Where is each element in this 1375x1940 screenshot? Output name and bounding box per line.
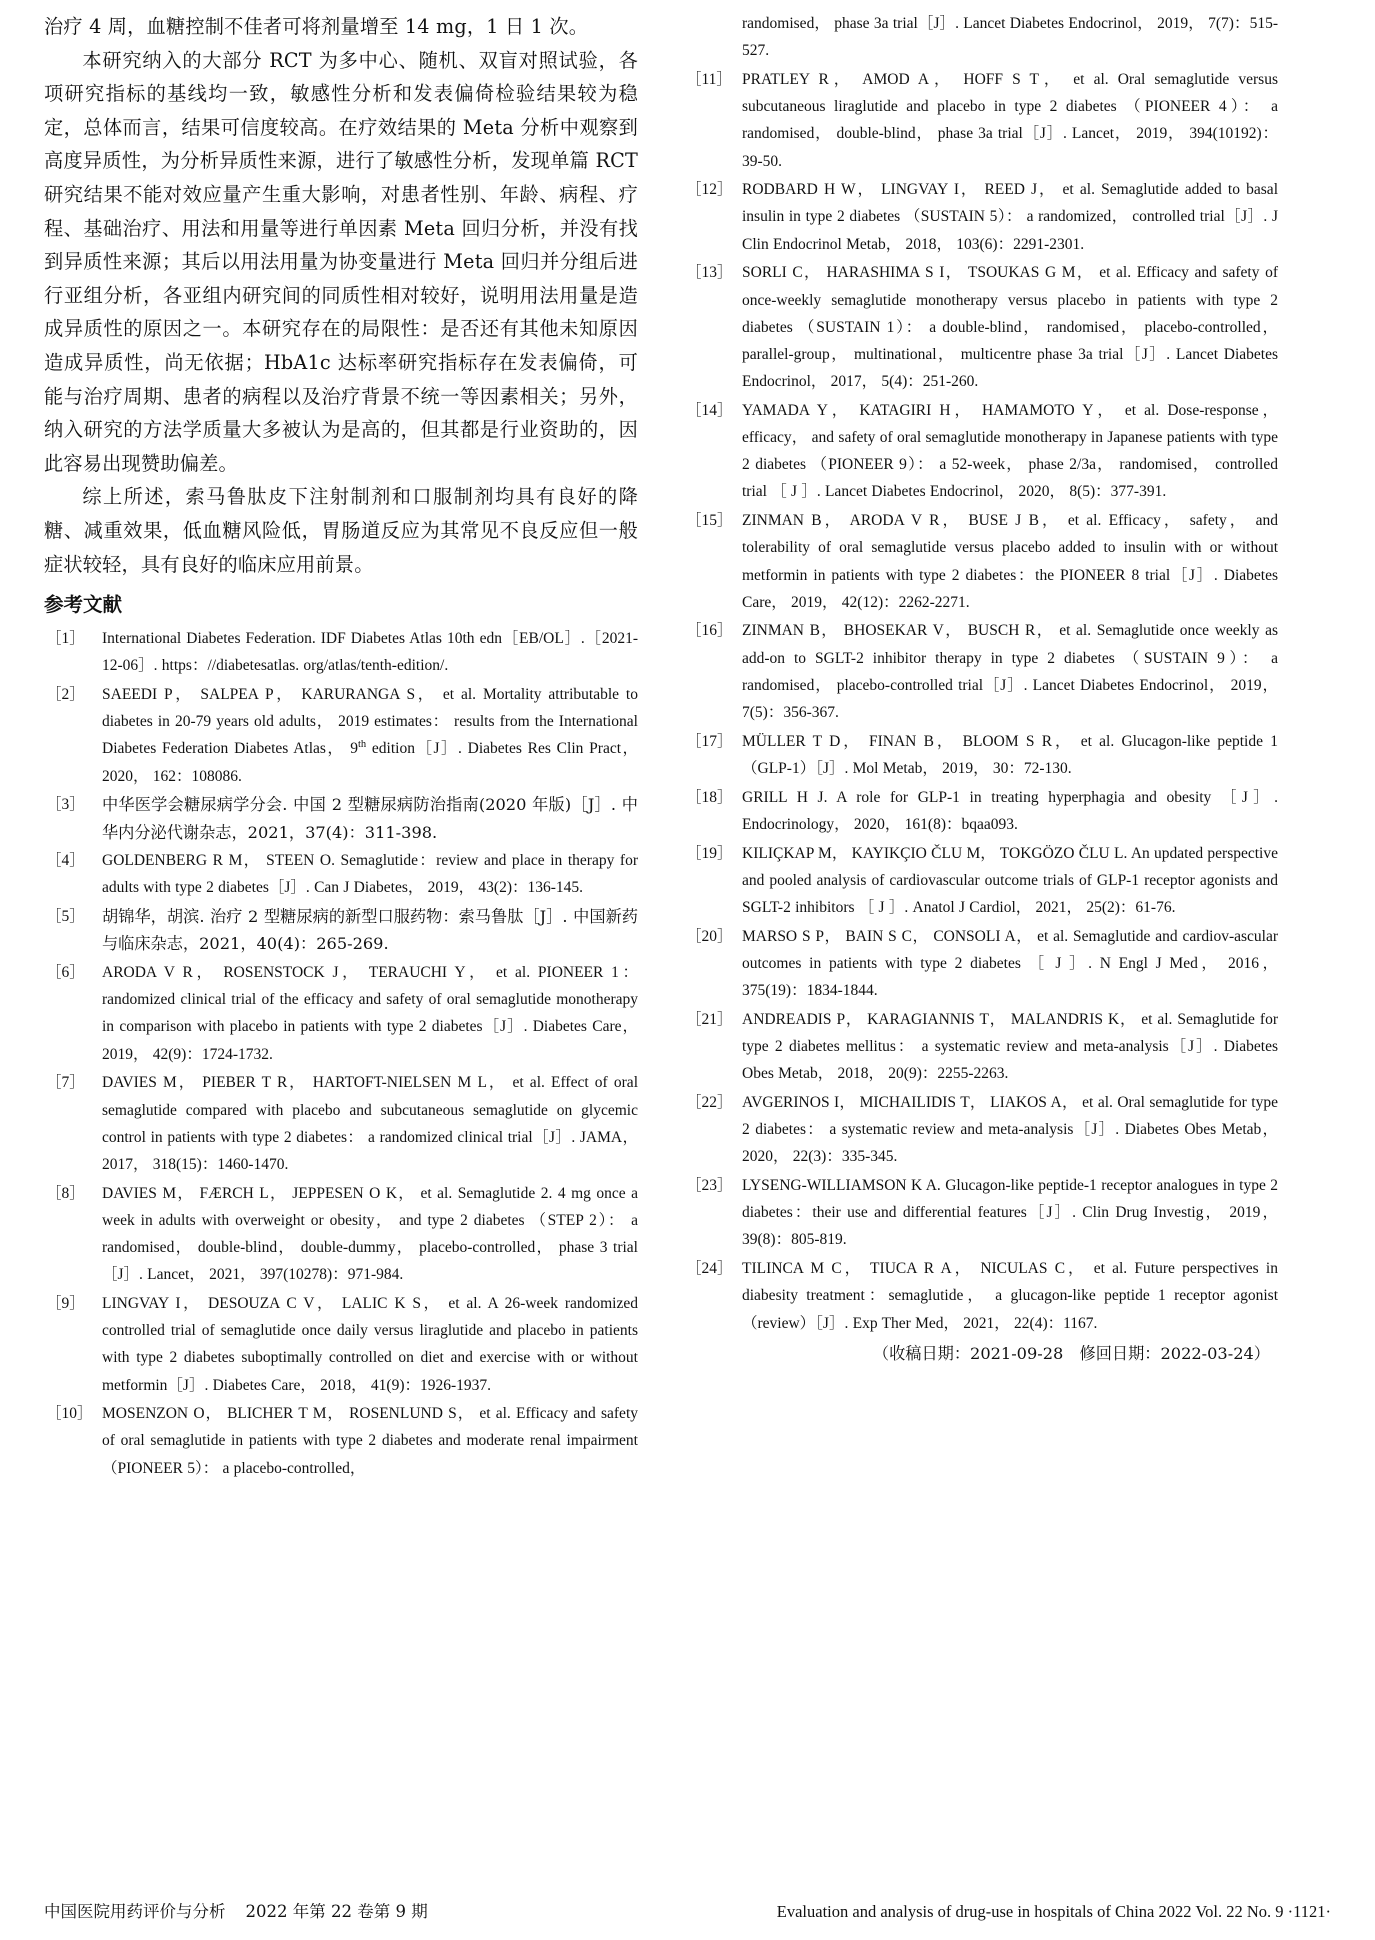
references-heading: 参考文献 [44, 593, 123, 617]
reference-item [684, 176, 1278, 258]
reference-number: ［22］ [686, 1093, 733, 1111]
reference-number: ［5］ [46, 908, 85, 926]
reference-text: randomised， phase 3a trial［J］. Lancet Diabetes Endocrinol， 2019， 7(7)：515-527. [742, 15, 1278, 60]
reference-number: ［17］ [686, 732, 733, 750]
reference-item [684, 617, 1278, 726]
reference-number: ［4］ [46, 852, 85, 870]
reference-number: ［15］ [686, 512, 733, 530]
reference-item [44, 625, 638, 679]
reference-item [684, 507, 1278, 616]
reference-item [684, 840, 1278, 922]
reference-text: PRATLEY R， AMOD A， HOFF S T， et al. Oral semaglutide versus subcutaneous liraglutide and placebo in type 2 diabetes （PIONEER 4）： a randomised， double-blind， phase 3a trial［J］. Lancet， 2019， 394(10192)：39-50. [742, 70, 1278, 170]
reference-item [44, 791, 638, 845]
reference-item [44, 847, 638, 901]
reference-number: ［12］ [686, 181, 733, 199]
reference-text: RODBARD H W， LINGVAY I， REED J， et al. Semaglutide added to basal insulin in type 2 diabetes （SUSTAIN 5）： a randomized， controlled trial［J］. J Clin Endocrinol Metab， 2018， 103(6)：2291-2301. [742, 181, 1278, 253]
footer-issue-cn: 2022 年第 22 卷第 9 期 [245, 1902, 428, 1921]
reference-list-left [44, 625, 638, 1482]
reference-text: MARSO S P， BAIN S C， CONSOLI A， et al. Semaglutide and cardiov-ascular outcomes in patients with type 2 diabetes ［ J ］. N Engl J Med， 2016， 375(19)：1834-1844. [742, 927, 1278, 1000]
right-column [684, 10, 1278, 1840]
reference-number: ［13］ [686, 264, 733, 282]
reference-text: GOLDENBERG R M， STEEN O. Semaglutide：review and place in therapy for adults with type 2 diabetes［J］. Can J Diabetes， 2019， 43(2)：136-145. [102, 852, 638, 897]
reference-item [684, 66, 1278, 175]
reference-item [684, 784, 1278, 838]
reference-number: ［19］ [686, 844, 733, 862]
reference-item [44, 1180, 638, 1289]
footer-journal-name-cn: 中国医院用药评价与分析 [44, 1902, 226, 1921]
footer-journal-cn [44, 1898, 428, 1922]
reference-text: MÜLLER T D， FINAN B， BLOOM S R， et al. Glucagon-like peptide 1 （GLP-1）［J］. Mol Metab， 2019， 30：72-130. [742, 732, 1278, 777]
reference-number: ［21］ [686, 1010, 733, 1028]
reference-text: YAMADA Y， KATAGIRI H， HAMAMOTO Y， et al. Dose-response， efficacy， and safety of oral semaglutide monotherapy in Japanese patients with type 2 diabetes （PIONEER 9）： a 52-week， phase 2/3a， randomised， controlled trial ［ J ］. Lancet Diabetes Endocrinol， 2020， 8(5)：377-391. [742, 401, 1278, 501]
reference-number: ［3］ [46, 796, 85, 814]
reference-text: ARODA V R， ROSENSTOCK J， TERAUCHI Y， et al. PIONEER 1：randomized clinical trial of the efficacy and safety of oral semaglutide monotherapy in comparison with placebo in patients with type 2 diabetes［J］. Diabetes Care， 2019， 42(9)：1724-1732. [102, 964, 638, 1063]
page-footer [44, 1898, 1331, 1922]
reference-number: ［6］ [46, 964, 85, 982]
reference-item [44, 1069, 638, 1178]
reference-number: ［9］ [46, 1294, 85, 1312]
reference-text: SAEEDI P， SALPEA P， KARURANGA S， et al. Mortality attributable to diabetes in 20-79 years old adults， 2019 estimates： results from the International Diabetes Federation Diabetes Atlas， 9th edition［J］. Diabetes Res Clin Pract， 2020， 162：108086. [102, 686, 639, 785]
reference-text: TILINCA M C， TIUCA R A， NICULAS C， et al. Future perspectives in diabesity treatment：semaglutide， a glucagon-like peptide 1 receptor agonist （review）［J］. Exp Ther Med， 2021， 22(4)：1167. [742, 1260, 1278, 1332]
reference-number: ［7］ [46, 1074, 85, 1092]
reference-number: ［1］ [46, 630, 85, 648]
reference-text: International Diabetes Federation. IDF Diabetes Atlas 10th edn［EB/OL］.［2021-12-06］. https：//diabetesatlas. org/atlas/tenth-edition/. [102, 630, 638, 675]
reference-number: ［20］ [686, 927, 733, 945]
reference-item [684, 1172, 1278, 1254]
reference-text: 中华医学会糖尿病学分会. 中国 2 型糖尿病防治指南(2020 年版)［J］. 中华内分泌代谢杂志，2021，37(4)：311-398. [102, 795, 638, 842]
reference-item [684, 397, 1278, 506]
reference-text: DAVIES M， FÆRCH L， JEPPESEN O K， et al. Semaglutide 2. 4 mg once a week in adults with overweight or obesity， and type 2 diabetes （STEP 2）： a randomised， double-blind， double-dummy， placebo-controlled， phase 3 trial［J］. Lancet， 2021， 397(10278)：971-984. [102, 1184, 638, 1284]
reference-text: GRILL H J. A role for GLP-1 in treating hyperphagia and obesity ［J］. Endocrinology， 2020， 161(8)：bqaa093. [742, 788, 1278, 833]
reference-item [684, 259, 1278, 395]
reference-text: ANDREADIS P， KARAGIANNIS T， MALANDRIS K， et al. Semaglutide for type 2 diabetes mellitus： a systematic review and meta-analysis［J］. Diabetes Obes Metab， 2018， 20(9)：2255-2263. [742, 1010, 1278, 1083]
reference-text: DAVIES M， PIEBER T R， HARTOFT-NIELSEN M L， et al. Effect of oral semaglutide compared with placebo and subcutaneous semaglutide on glycemic control in patients with type 2 diabetes： a randomized clinical trial［J］. JAMA， 2017， 318(15)：1460-1470. [102, 1074, 638, 1173]
reference-text: ZINMAN B， BHOSEKAR V， BUSCH R， et al. Semaglutide once weekly as add-on to SGLT-2 inhibitor therapy in type 2 diabetes （SUSTAIN 9）： a randomised， placebo-controlled trial［J］. Lancet Diabetes Endocrinol， 2019， 7(5)：356-367. [742, 622, 1278, 722]
left-column [44, 10, 638, 1840]
reference-list-right [684, 10, 1278, 1337]
reference-item [44, 681, 638, 790]
reference-number: ［8］ [46, 1184, 85, 1202]
reference-item [684, 1006, 1278, 1088]
footer-journal-en: Evaluation and analysis of drug-use in hospitals of China 2022 Vol. 22 No. 9 ·1121· [776, 1902, 1331, 1921]
reference-number: ［2］ [46, 686, 85, 703]
reference-text: MOSENZON O， BLICHER T M， ROSENLUND S， et al. Efficacy and safety of oral semaglutide in patients with type 2 diabetes and moderate renal impairment （PIONEER 5）： a placebo-controlled， [102, 1405, 638, 1477]
two-column-layout [44, 10, 1331, 1840]
reference-number: ［10］ [46, 1405, 93, 1423]
reference-item [44, 1290, 638, 1399]
reference-number: ［23］ [686, 1177, 733, 1195]
reference-item-continuation [684, 10, 1278, 64]
reference-text: LYSENG-WILLIAMSON K A. Glucagon-like peptide-1 receptor analogues in type 2 diabetes：their use and differential features［J］. Clin Drug Investig， 2019， 39(8)：805-819. [742, 1177, 1278, 1249]
reference-item [44, 1400, 638, 1482]
reference-number: ［14］ [686, 401, 733, 419]
reference-number: ［18］ [686, 788, 733, 806]
paragraph-dosing: 治疗 4 周，血糖控制不佳者可将剂量增至 14 mg，1 日 1 次。 [44, 15, 589, 38]
reference-item [684, 1255, 1278, 1337]
reference-item [44, 959, 638, 1068]
reference-number: ［16］ [686, 622, 733, 640]
reference-text: LINGVAY I， DESOUZA C V， LALIC K S， et al. A 26-week randomized controlled trial of semaglutide once daily versus liraglutide and placebo in patients with type 2 diabetes suboptimally controlled on diet and exercise with or without metformin［J］. Diabetes Care， 2018， 41(9)：1926-1937. [102, 1294, 638, 1394]
reference-text: SORLI C， HARASHIMA S I， TSOUKAS G M， et al. Efficacy and safety of once-weekly semaglutide monotherapy versus placebo in patients with type 2 diabetes （SUSTAIN 1）： a double-blind， randomised， placebo-controlled， parallel-group， multinational， multicentre phase 3a trial［J］. Lancet Diabetes Endocrinol， 2017， 5(4)：251-260. [742, 264, 1278, 391]
reference-text: 胡锦华，胡滨. 治疗 2 型糖尿病的新型口服药物：索马鲁肽［J］. 中国新药与临床杂志，2021，40(4)：265-269. [102, 907, 638, 954]
reference-number: ［11］ [686, 70, 732, 88]
reference-item [684, 923, 1278, 1005]
reference-item [44, 903, 638, 957]
paragraph-discussion: 本研究纳入的大部分 RCT 为多中心、随机、双盲对照试验，各项研究指标的基线均一致，敏感性分析和发表偏倚检验结果较为稳定，总体而言，结果可信度较高。在疗效结果的 Meta 分析中观察到高度异质性，为分析异质性来源，进行了敏感性分析，发现单篇 RCT 研究结果不能对效应量产生重大影响，对患者性别、年龄、病程、疗程、基础治疗、用法和用量等进行单因素 Meta 回归分析，并没有找到异质性来源；其后以用法用量为协变量进行 Meta 回归并分组后进行亚组分析，各亚组内研究间的同质性相对较好，说明用法用量是造成异质性的原因之一。本研究存在的局限性：是否还有其他未知原因造成异质性，尚无依据；HbA1c 达标率研究指标存在发表偏倚，可能与治疗周期、患者的病程以及治疗背景不统一等因素相关；另外，纳入研究的方法学质量大多被认为是高的，但其都是行业资助的，因此容易出现赞助偏差。 [44, 48, 638, 475]
reference-item [684, 728, 1278, 782]
reference-text: AVGERINOS I， MICHAILIDIS T， LIAKOS A， et al. Oral semaglutide for type 2 diabetes： a systematic review and meta-analysis［J］. Diabetes Obes Metab， 2020， 22(3)：335-345. [742, 1093, 1278, 1166]
reference-item [684, 1089, 1278, 1171]
reference-text: KILIÇKAP M， KAYIKÇIO ČLU M， TOKGÖZO ČLU L. An updated perspective and pooled analysis of cardiovascular outcome trials of GLP-1 receptor agonists and SGLT-2 inhibitors ［ J ］. Anatol J Cardiol， 2021， 25(2)：61-76. [742, 844, 1278, 916]
paragraph-conclusion: 综上所述，索马鲁肽皮下注射制剂和口服制剂均具有良好的降糖、减重效果，低血糖风险低，胃肠道反应为其常见不良反应但一般症状较轻，具有良好的临床应用前景。 [44, 485, 638, 576]
reference-number: ［24］ [686, 1260, 733, 1278]
received-revised-dates: （收稿日期：2021-09-28 修回日期：2022-03-24） [872, 1343, 1270, 1363]
reference-text: ZINMAN B， ARODA V R， BUSE J B， et al. Efficacy， safety， and tolerability of oral semaglutide versus placebo added to insulin with or without metformin in patients with type 2 diabetes：the PIONEER 8 trial［J］. Diabetes Care， 2019， 42(12)：2262-2271. [742, 512, 1278, 611]
